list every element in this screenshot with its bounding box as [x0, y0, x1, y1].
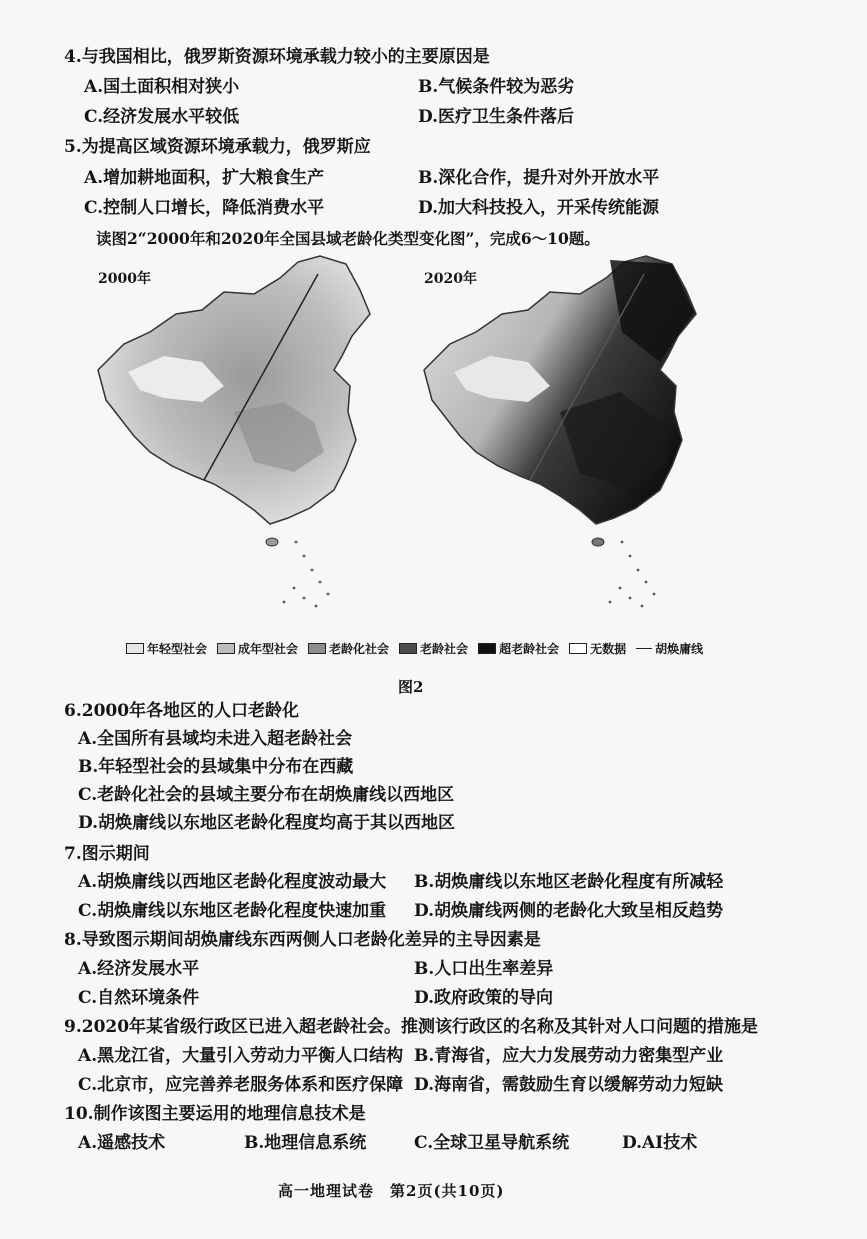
question-5-stem: 5.为提高区域资源环境承载力，俄罗斯应 [64, 137, 371, 157]
legend-adult-label: 成年型社会 [238, 642, 299, 656]
question-8-option-b: B.人口出生率差异 [414, 959, 554, 979]
question-7-option-c: C.胡焕庸线以东地区老龄化程度快速加重 [78, 901, 387, 921]
question-10-option-c: C.全球卫星导航系统 [414, 1133, 570, 1153]
legend-super-aged-label: 超老龄社会 [499, 642, 560, 656]
legend-no-data [569, 640, 626, 657]
question-9-option-a: A.黑龙江省，大量引入劳动力平衡人口结构 [78, 1046, 404, 1066]
question-4-option-c: C.经济发展水平较低 [84, 107, 240, 127]
question-10-stem: 10.制作该图主要运用的地理信息技术是 [64, 1104, 366, 1124]
legend-hu-line [636, 640, 703, 657]
question-7-stem: 7.图示期间 [64, 844, 150, 864]
legend-no-data-swatch [569, 643, 587, 654]
legend-young [126, 640, 207, 657]
question-8-option-a: A.经济发展水平 [78, 959, 200, 979]
figure-legend [126, 640, 703, 657]
question-5-option-d: D.加大科技投入，开采传统能源 [418, 198, 660, 218]
legend-young-label: 年轻型社会 [147, 642, 208, 656]
question-7-option-a: A.胡焕庸线以西地区老龄化程度波动最大 [78, 872, 387, 892]
question-5-option-a: A.增加耕地面积，扩大粮食生产 [84, 168, 325, 188]
question-4-option-a: A.国土面积相对狭小 [84, 77, 240, 97]
figure-intro: 读图2“2000年和2020年全国县域老龄化类型变化图”，完成6～10题。 [96, 229, 600, 248]
map-2020-label: 2020年 [424, 271, 477, 287]
question-8-option-c: C.自然环境条件 [78, 988, 200, 1008]
maps-svg [84, 252, 724, 632]
question-10-option-b: B.地理信息系统 [244, 1133, 367, 1153]
question-8-stem: 8.导致图示期间胡焕庸线东西两侧人口老龄化差异的主导因素是 [64, 930, 541, 950]
question-7-option-b: B.胡焕庸线以东地区老龄化程度有所减轻 [414, 872, 724, 892]
legend-adult [217, 640, 298, 657]
page-footer: 高一地理试卷 第2页(共10页) [278, 1182, 505, 1200]
legend-aged-swatch [399, 643, 417, 654]
question-5-option-c: C.控制人口增长，降低消费水平 [84, 198, 325, 218]
question-4-option-d: D.医疗卫生条件落后 [418, 107, 575, 127]
figure-caption: 图2 [398, 678, 424, 696]
legend-super-aged-swatch [478, 643, 496, 654]
figure-2 [84, 252, 724, 642]
legend-adult-swatch [217, 643, 235, 654]
question-6-option-b: B.年轻型社会的县域集中分布在西藏 [78, 757, 354, 777]
question-4-option-b: B.气候条件较为恶劣 [418, 77, 575, 97]
legend-aging-label: 老龄化社会 [329, 642, 390, 656]
legend-aging [308, 640, 389, 657]
legend-aged [399, 640, 468, 657]
map-2000 [98, 256, 370, 607]
legend-no-data-label: 无数据 [590, 642, 627, 656]
question-9-option-b: B.青海省，应大力发展劳动力密集型产业 [414, 1046, 724, 1066]
legend-aged-label: 老龄社会 [420, 642, 469, 656]
question-6-option-c: C.老龄化社会的县域主要分布在胡焕庸线以西地区 [78, 785, 455, 805]
legend-super-aged [478, 640, 559, 657]
question-5-option-b: B.深化合作，提升对外开放水平 [418, 168, 660, 188]
question-9-stem: 9.2020年某省级行政区已进入超老龄社会。推测该行政区的名称及其针对人口问题的措施是 [64, 1017, 759, 1037]
question-9-option-d: D.海南省，需鼓励生育以缓解劳动力短缺 [414, 1075, 724, 1095]
question-7-option-d: D.胡焕庸线两侧的老龄化大致呈相反趋势 [414, 901, 724, 921]
map-2020 [424, 256, 696, 607]
question-10-option-a: A.遥感技术 [78, 1133, 166, 1153]
question-10-option-d: D.AI技术 [622, 1133, 698, 1153]
map-2000-label: 2000年 [98, 271, 151, 287]
legend-hu-line-label: 胡焕庸线 [655, 642, 704, 656]
question-6-option-a: A.全国所有县域均未进入超老龄社会 [78, 729, 353, 749]
legend-aging-swatch [308, 643, 326, 654]
legend-young-swatch [126, 643, 144, 654]
legend-hu-line-swatch [636, 648, 652, 649]
question-4-stem: 4.与我国相比，俄罗斯资源环境承载力较小的主要原因是 [64, 47, 490, 67]
question-6-stem: 6.2000年各地区的人口老龄化 [64, 701, 300, 721]
question-9-option-c: C.北京市，应完善养老服务体系和医疗保障 [78, 1075, 404, 1095]
question-8-option-d: D.政府政策的导向 [414, 988, 554, 1008]
question-6-option-d: D.胡焕庸线以东地区老龄化程度均高于其以西地区 [78, 813, 456, 833]
